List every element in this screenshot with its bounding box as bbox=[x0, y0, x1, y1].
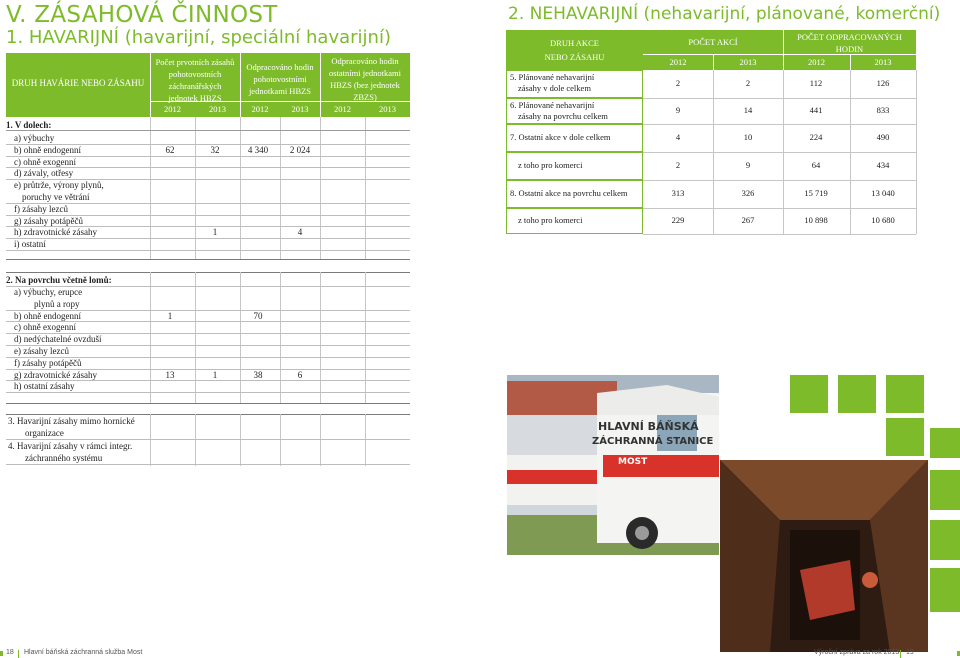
table-cell: 15 719 bbox=[804, 188, 828, 198]
row-label: i) ostatní bbox=[14, 239, 46, 250]
table-cell: 10 680 bbox=[871, 215, 895, 225]
row-label: f) zásahy lezců bbox=[14, 203, 68, 214]
table-cell: 9 bbox=[675, 105, 681, 115]
header-col-type: DRUH HAVÁRIE NEBO ZÁSAHU bbox=[11, 78, 145, 88]
header-year: 2012 bbox=[251, 104, 269, 114]
table-cell: 64 bbox=[811, 160, 821, 170]
section-label: 2. Na povrchu včetně lomů: bbox=[6, 275, 112, 285]
row-label: 5. Plánované nehavarijní bbox=[510, 72, 595, 82]
table-cell: 267 bbox=[741, 215, 755, 225]
row-label: zásahy na povrchu celkem bbox=[518, 111, 608, 121]
table-cell: 2 bbox=[675, 78, 681, 88]
row-label: d) nedýchatelné ovzduší bbox=[14, 334, 102, 345]
right-header-col-hours: POČET ODPRACOVANÝCH HODIN bbox=[797, 32, 902, 54]
van-lettering-1: HLAVNÍ BÁŇSKÁ bbox=[598, 420, 699, 433]
page-title: V. ZÁSAHOVÁ ČINNOST bbox=[6, 2, 278, 28]
row-label: h) zdravotnické zásahy bbox=[14, 227, 97, 238]
header-col-interventions: Počet prvotních zásahů pohotovostních záchranářských jednotek HBZS bbox=[155, 57, 235, 103]
table-cell: 490 bbox=[876, 132, 890, 142]
decor-tile bbox=[930, 470, 960, 510]
decor-tile bbox=[930, 520, 960, 560]
row-label: b) ohně endogenní bbox=[14, 310, 81, 321]
footer-left-text: Hlavní báňská záchranná služba Most bbox=[24, 649, 143, 656]
row-label: h) ostatní zásahy bbox=[14, 381, 75, 392]
table-cell: 313 bbox=[671, 188, 685, 198]
table-cell: 4 bbox=[297, 227, 303, 238]
mine-illustration bbox=[720, 460, 928, 652]
row-label: 4. Havarijní zásahy v rámci integr. bbox=[8, 441, 133, 451]
header-year: 2012 bbox=[669, 57, 687, 67]
footer-right-page: 19 bbox=[906, 649, 914, 656]
row-label: organizace bbox=[25, 428, 64, 438]
footer-right-text: Výroční zpráva za rok 2013 bbox=[814, 649, 900, 656]
decor-tile bbox=[930, 568, 960, 612]
header-col-hours-other: Odpracováno hodin ostatními jednotkami HBZS (bez jednotek ZBZS) bbox=[328, 56, 401, 102]
row-label: c) ohně exogenní bbox=[14, 156, 76, 167]
section-label: 1. V dolech: bbox=[6, 120, 52, 130]
row-label: f) zásahy potápěčů bbox=[14, 357, 82, 368]
row-label: poruchy ve větrání bbox=[22, 192, 90, 202]
row-label: 3. Havarijní zásahy mimo hornické bbox=[8, 416, 135, 426]
decor-tile bbox=[930, 428, 960, 458]
row-label: 6. Plánované nehavarijní bbox=[510, 100, 595, 110]
row-label: b) ohně endogenní bbox=[14, 144, 81, 155]
mine-shaft-photo bbox=[720, 460, 928, 652]
right-header-col-type: DRUH AKCE NEBO ZÁSAHU bbox=[544, 38, 605, 62]
table-cell: 1 bbox=[212, 369, 218, 380]
row-label: c) ohně exogenní bbox=[14, 322, 76, 333]
table-cell: 4 bbox=[675, 132, 681, 142]
table-cell: 38 bbox=[253, 369, 263, 380]
table-cell: 70 bbox=[253, 310, 263, 321]
row-label: 7. Ostatní akce v dole celkem bbox=[510, 132, 611, 142]
table-cell: 434 bbox=[876, 160, 890, 170]
table-cell: 9 bbox=[745, 160, 751, 170]
row-label: e) zásahy lezců bbox=[14, 346, 69, 356]
table-cell: 441 bbox=[809, 105, 823, 115]
table-cell: 6 bbox=[297, 369, 303, 380]
row-label: g) zdravotnické zásahy bbox=[14, 369, 97, 380]
van-lettering-2: ZÁCHRANNÁ STANICE bbox=[592, 436, 714, 447]
header-year: 2013 bbox=[379, 104, 396, 114]
table-cell: 13 bbox=[165, 369, 175, 380]
table-cell: 326 bbox=[741, 188, 755, 198]
header-year: 2013 bbox=[739, 57, 757, 67]
table-cell: 1 bbox=[167, 310, 173, 321]
rescue-van-photo bbox=[507, 375, 719, 555]
header-year: 2012 bbox=[164, 104, 181, 114]
table-cell: 62 bbox=[165, 144, 175, 155]
decor-tile bbox=[790, 375, 828, 413]
decor-tile bbox=[838, 375, 876, 413]
row-label: a) výbuchy bbox=[14, 133, 55, 143]
row-label: a) výbuchy, erupce bbox=[14, 287, 83, 297]
table-cell: 224 bbox=[809, 132, 823, 142]
right-header-col-count: POČET AKCÍ bbox=[688, 37, 738, 47]
table-cell: 2 024 bbox=[289, 144, 311, 155]
decor-tile bbox=[886, 418, 924, 456]
table-cell: 13 040 bbox=[871, 188, 895, 198]
row-label: d) závaly, otřesy bbox=[14, 168, 74, 179]
table-cell: 112 bbox=[809, 78, 823, 88]
row-label: e) průtrže, výrony plynů, bbox=[14, 180, 104, 191]
table-cell: 1 bbox=[212, 227, 218, 238]
table-cell: 14 bbox=[743, 105, 753, 115]
header-year: 2013 bbox=[874, 57, 892, 67]
table-cell: 833 bbox=[876, 105, 890, 115]
table-cell: 126 bbox=[876, 78, 890, 88]
table-cell: 2 bbox=[745, 78, 751, 88]
van-illustration bbox=[507, 375, 719, 555]
row-label: 8. Ostatní akce na povrchu celkem bbox=[510, 188, 628, 198]
row-label: plynů a ropy bbox=[34, 298, 80, 309]
table-cell: 10 bbox=[743, 132, 753, 142]
table-cell: 10 898 bbox=[804, 215, 828, 225]
header-year: 2013 bbox=[291, 104, 309, 114]
footer-left-page: 18 bbox=[6, 649, 14, 656]
table-cell: 2 bbox=[675, 160, 681, 170]
row-label: z toho pro komerci bbox=[518, 160, 583, 170]
header-year: 2012 bbox=[334, 104, 351, 114]
right-section-title: 2. NEHAVARIJNÍ (nehavarijní, plánované, komerční) bbox=[508, 4, 941, 24]
decor-tile bbox=[886, 375, 924, 413]
header-year: 2012 bbox=[808, 57, 825, 67]
row-label: zásahy v dole celkem bbox=[518, 83, 591, 93]
table-cell: 229 bbox=[671, 215, 685, 225]
header-col-hours-hbzs: Odpracováno hodin pohotovostními jednotkami HBZS bbox=[246, 62, 314, 96]
row-label: g) zásahy potápěčů bbox=[14, 215, 83, 226]
van-lettering-3: MOST bbox=[618, 457, 648, 467]
table-cell: 32 bbox=[210, 144, 220, 155]
row-label: záchranného systému bbox=[25, 453, 103, 463]
header-year: 2013 bbox=[209, 104, 226, 114]
section-title: 1. HAVARIJNÍ (havarijní, speciální havarijní) bbox=[6, 27, 391, 48]
table-cell: 4 340 bbox=[247, 144, 269, 155]
row-label: z toho pro komerci bbox=[518, 215, 583, 225]
